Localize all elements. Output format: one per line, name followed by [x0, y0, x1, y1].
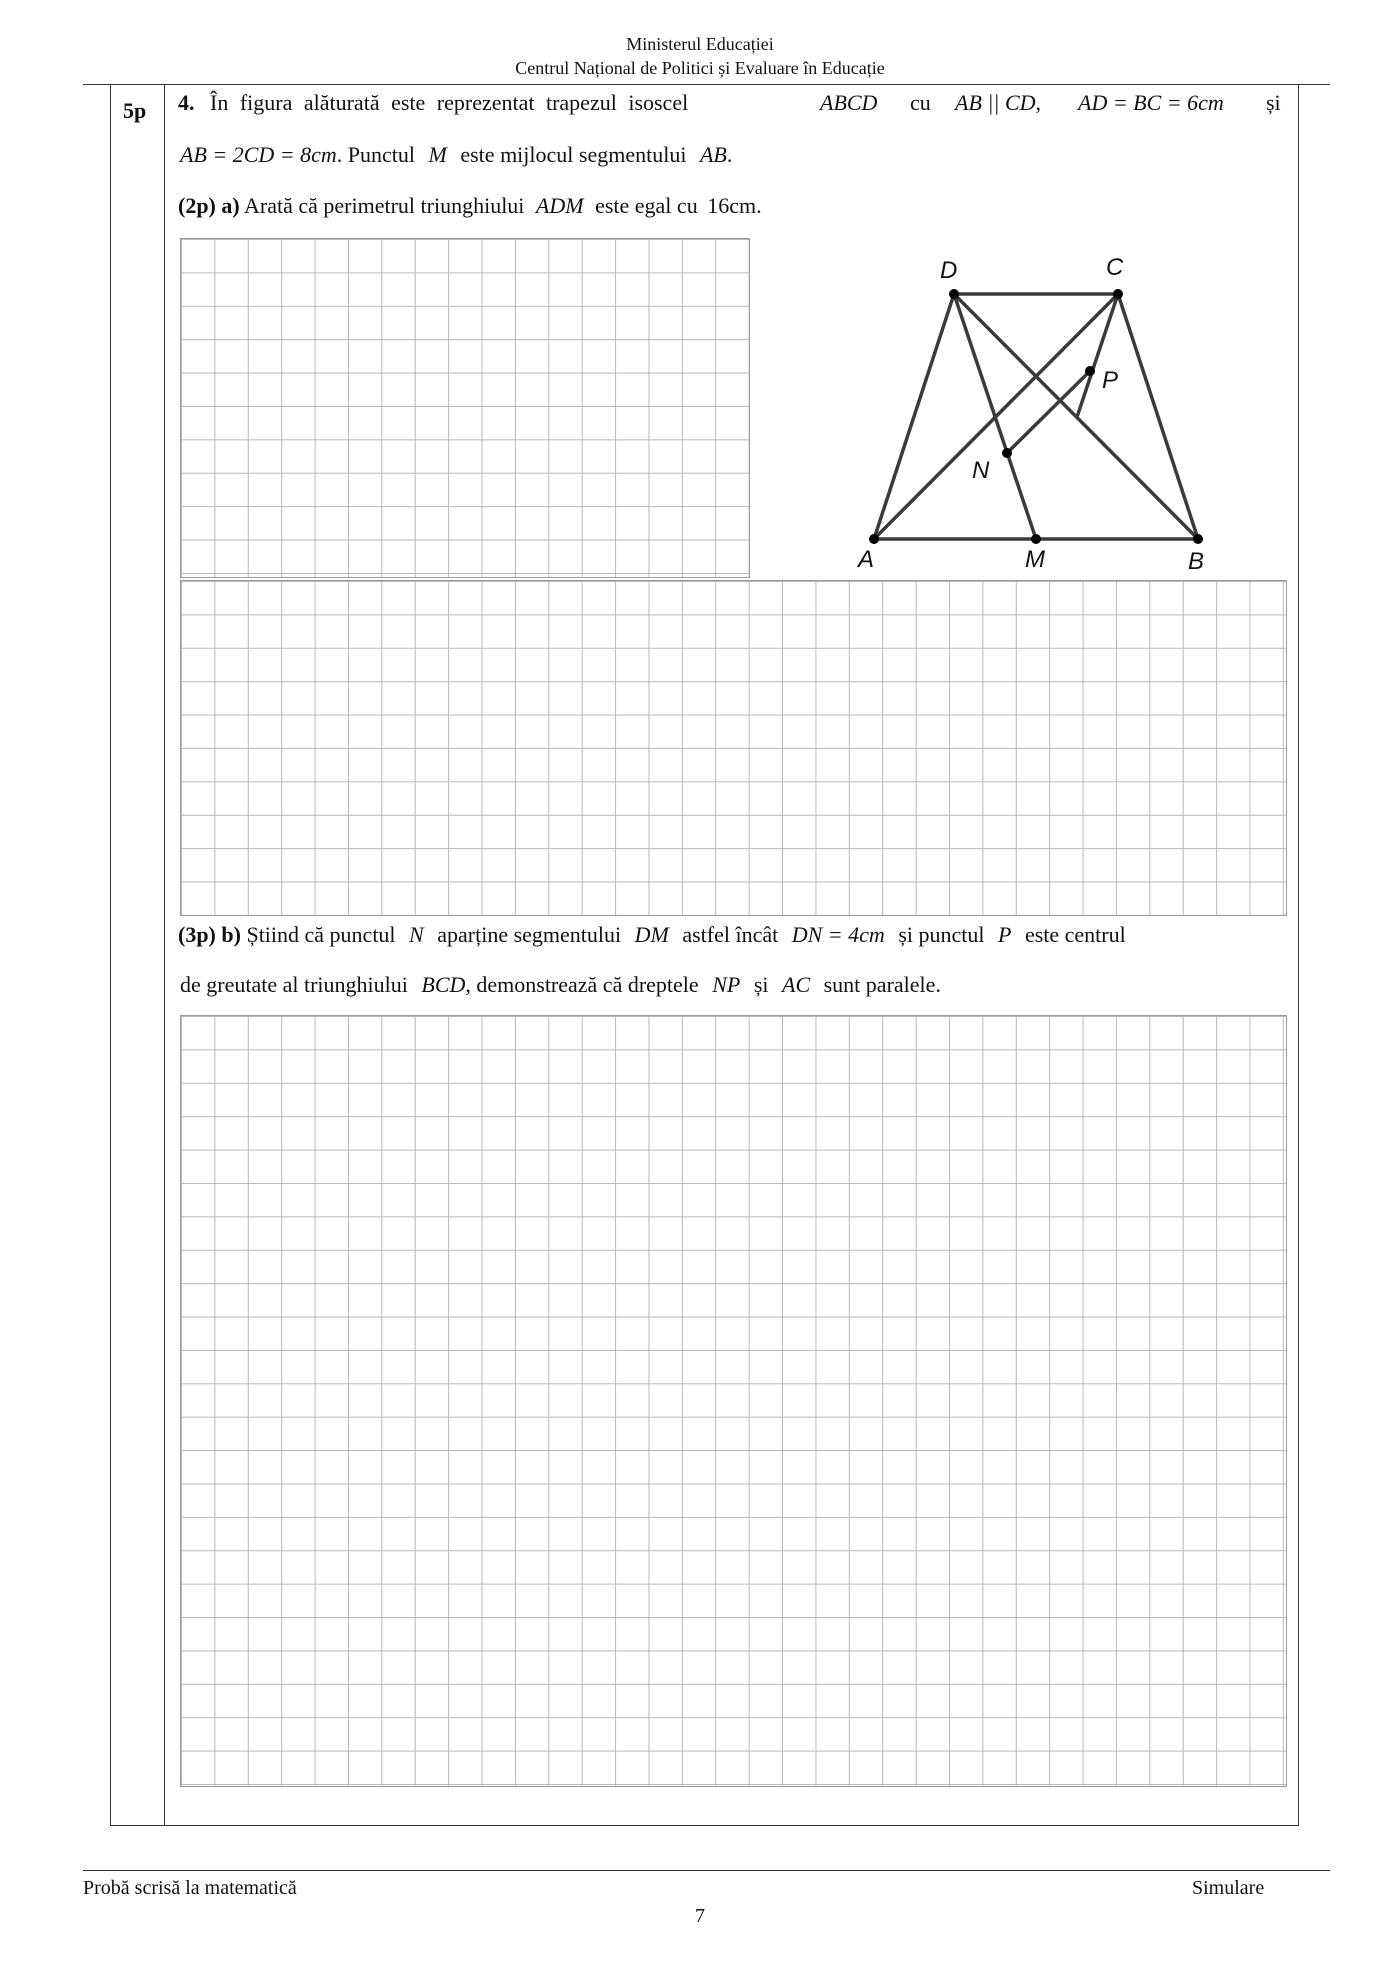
point-p [1085, 366, 1095, 376]
word-si: și [1266, 90, 1281, 115]
math-adm: ADM [535, 193, 584, 218]
answer-grid-b[interactable] [180, 1015, 1287, 1787]
problem-intro-1: În figura alăturată este reprezentat trapezul isoscel [210, 90, 689, 115]
math-p: P [997, 922, 1012, 947]
math-bcd: BCD [421, 972, 466, 997]
problem-intro-2: . Punctul [336, 142, 416, 167]
math-ad-bc: AD = BC = 6cm [1078, 90, 1224, 115]
math-ac: AC [782, 972, 811, 997]
frame-bottom-border [110, 1825, 1299, 1826]
label-a: A [858, 546, 875, 573]
frame-left-border [110, 84, 111, 1825]
math-ab: AB [699, 142, 727, 167]
part-b-text-2: aparține segmentului [437, 922, 622, 947]
label-b: B [1188, 548, 1205, 575]
label-p: P [1102, 367, 1119, 394]
part-a-text-2: este egal cu [595, 193, 698, 218]
point-b [1193, 534, 1203, 544]
math-n: N [409, 922, 424, 947]
word-cu: cu [910, 90, 931, 115]
footer-left: Probă scrisă la matematică [83, 1877, 297, 1899]
frame-right-border [1298, 84, 1299, 1825]
label-d: D [940, 257, 958, 284]
math-dm: DM [634, 922, 669, 947]
math-ab-2cd: AB = 2CD = 8cm [180, 142, 337, 167]
label-m: M [1025, 546, 1045, 573]
part-b-line2-1: de greutate al triunghiului [180, 972, 408, 997]
answer-grid-a[interactable] [180, 580, 1287, 916]
math-dn: DN = 4cm [791, 922, 885, 947]
math-m: M [428, 142, 447, 167]
footer-right: Simulare [1192, 1877, 1265, 1899]
frame-points-divider [164, 84, 165, 1825]
math-16cm: 16cm [707, 193, 757, 218]
segment-dm [954, 294, 1036, 539]
part-b-points: (3p) b) [178, 922, 241, 947]
point-c [1113, 289, 1123, 299]
trapezoid-figure [850, 245, 1230, 590]
header-center: Centrul Național de Politici și Evaluare în Educație [515, 58, 885, 78]
footer-rule [83, 1870, 1330, 1871]
point-m [1031, 534, 1041, 544]
point-d [949, 289, 959, 299]
problem-points: 5p [123, 98, 147, 123]
header-rule [83, 84, 1330, 85]
page-number: 7 [695, 1905, 705, 1927]
math-np: NP [712, 972, 741, 997]
answer-grid-a-small[interactable] [180, 238, 750, 578]
segment-bc [1118, 294, 1198, 539]
part-b-text-5: este centrul [1024, 922, 1126, 947]
part-a-text-1: Arată că perimetrul triunghiului [244, 193, 525, 218]
header-ministry: Ministerul Educației [626, 34, 774, 54]
point-n [1002, 448, 1012, 458]
part-b-line2-4: sunt paralele. [823, 972, 941, 997]
point-a [869, 534, 879, 544]
part-b-text-4: și punctul [898, 922, 985, 947]
segment-ad [874, 294, 954, 539]
math-ab-parallel-cd: AB || CD [955, 90, 1036, 115]
problem-number: 4. [178, 90, 195, 115]
problem-intro-3: este mijlocul segmentului [460, 142, 687, 167]
part-b-text-3: astfel încât [682, 922, 779, 947]
part-b-line2-3: și [753, 972, 769, 997]
label-n: N [972, 457, 990, 484]
part-a-points: (2p) a) [178, 193, 240, 218]
part-b-text-1: Știind că punctul [246, 922, 396, 947]
math-abcd: ABCD [820, 90, 878, 115]
label-c: C [1106, 254, 1124, 281]
part-b-line2-2: , demonstrează că dreptele [465, 972, 699, 997]
